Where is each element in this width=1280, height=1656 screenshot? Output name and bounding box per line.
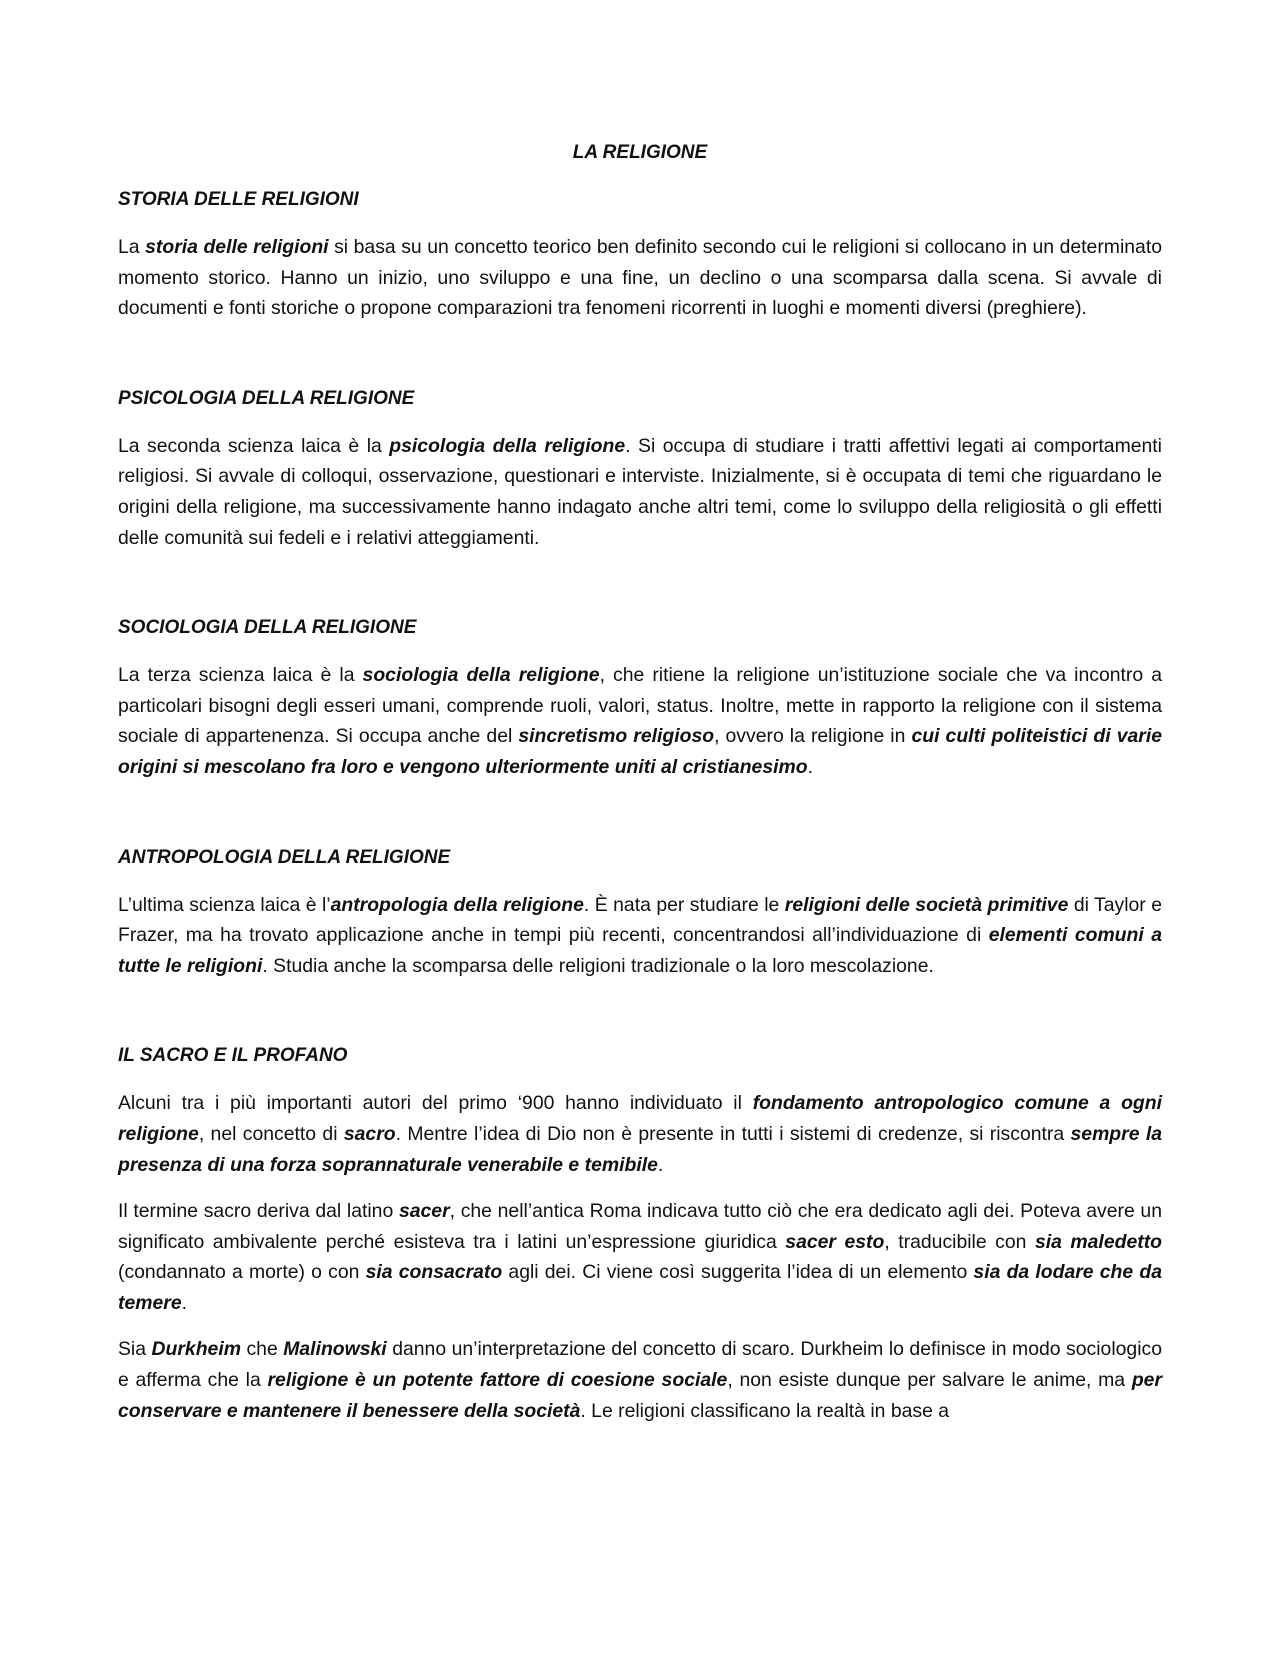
text-run: di Taylor e Frazer, ma ha trovato applicazione anche in tempi più recenti, concentrandosi all’individuazione di (118, 893, 1162, 947)
section (118, 615, 1162, 782)
section (118, 386, 1162, 553)
emphasized-text: fondamento antropologico comune a ogni religione (118, 1092, 1162, 1145)
emphasized-text: storia delle religioni (145, 236, 329, 258)
text-run: La (118, 236, 146, 258)
emphasized-text: sia consacrato (365, 1261, 503, 1284)
section-spacer (118, 569, 1162, 615)
text-run: (condannato a morte) o con (118, 1261, 366, 1284)
document-page (118, 140, 1162, 1442)
text-run: Sia (118, 1338, 152, 1361)
text-run: Alcuni tra i più importanti autori del primo ‘900 hanno individuato il (118, 1092, 753, 1115)
text-run: , che nell’antica Roma indicava tutto ciò che era dedicato agli dei. Poteva avere un significato ambivalente perché esisteva tra i latini un’espressione giuridica (118, 1200, 1162, 1253)
text-run: La terza scienza laica è la (118, 664, 363, 687)
text-run: Il termine sacro deriva dal latino (118, 1200, 399, 1223)
section-spacer (118, 340, 1162, 386)
text-run: . (181, 1291, 187, 1314)
paragraph (118, 890, 1162, 982)
emphasized-text: sociologia della religione (362, 664, 600, 687)
section-heading: SOCIOLOGIA DELLA RELIGIONE (118, 617, 417, 639)
section (118, 845, 1162, 982)
emphasized-text: per conservare e mantenere il benessere della società (118, 1369, 1163, 1422)
text-run: , non esiste dunque per salvare le anime, ma (727, 1369, 1132, 1392)
emphasized-text: sacer esto (785, 1230, 885, 1253)
text-run: . È nata per studiare le (583, 893, 785, 916)
emphasized-text: cui culti politeistici di varie origini si mescolano fra loro e vengono ulteriormente uniti al cristianesimo (118, 725, 1163, 778)
text-run: . Mentre l’idea di Dio non è presente in tutti i sistemi di credenze, si riscontra (395, 1122, 1071, 1145)
emphasized-text: sacro (343, 1122, 396, 1145)
emphasized-text: religione è un potente fattore di coesione sociale (267, 1369, 728, 1392)
emphasized-text: sia maledetto (1034, 1230, 1162, 1253)
text-run: si basa su un concetto teorico ben definito secondo cui le religioni si collocano in un determinato momento storico. Hanno un inizio, uno sviluppo e una fine, un declino o una scomparsa dalla scena. Si avvale di documenti e fonti storiche o propone comparazioni tra fenomeni ricorrenti in luoghi e momenti diversi (preghiere). (118, 236, 1162, 320)
text-run: . (807, 755, 813, 778)
document-body (118, 187, 1162, 1426)
text-run: . Si occupa di studiare i tratti affettivi legati ai comportamenti religiosi. Si avvale di colloqui, osservazione, questionari e interviste. Inizialmente, si è occupata di temi che riguardano le origini della religione, ma successivamente hanno indagato anche altri temi, come lo sviluppo della religiosità o gli effetti delle comunità sui fedeli e i relativi atteggiamenti. (118, 434, 1162, 549)
paragraph (118, 431, 1162, 553)
text-run: che (240, 1338, 284, 1361)
text-run: , traducibile con (884, 1230, 1035, 1253)
text-run: . Le religioni classificano la realtà in base a (580, 1399, 950, 1422)
emphasized-text: elementi comuni a tutte le religioni (118, 924, 1162, 977)
text-run: . Studia anche la scomparsa delle religioni tradizionale o la loro mescolazione. (262, 954, 934, 977)
paragraph (118, 1196, 1162, 1318)
text-run: . (657, 1153, 664, 1176)
section (118, 187, 1162, 324)
text-run: , nel concetto di (198, 1122, 344, 1145)
document-title: LA RELIGIONE (572, 142, 708, 163)
section-heading: ANTROPOLOGIA DELLA RELIGIONE (118, 846, 451, 868)
text-run: L’ultima scienza laica è l’ (118, 893, 331, 916)
section-spacer (118, 799, 1162, 845)
emphasized-text: sincretismo religioso (518, 725, 715, 748)
text-run: agli dei. Ci viene così suggerita l’idea di un elemento (502, 1261, 974, 1284)
emphasized-text: Durkheim (151, 1338, 241, 1361)
emphasized-text: sempre la presenza di una forza soprannaturale venerabile e temibile (118, 1122, 1162, 1176)
emphasized-text: antropologia della religione (330, 893, 584, 916)
paragraph (118, 1334, 1162, 1426)
emphasized-text: psicologia della religione (389, 434, 626, 457)
section-heading: PSICOLOGIA DELLA RELIGIONE (118, 387, 415, 409)
section-heading: IL SACRO E IL PROFANO (118, 1045, 348, 1067)
paragraph (118, 660, 1162, 782)
section (118, 1043, 1162, 1426)
emphasized-text: religioni delle società primitive (784, 893, 1069, 916)
text-run: , ovvero la religione in (714, 725, 912, 748)
paragraph (118, 232, 1162, 324)
paragraph (118, 1088, 1162, 1180)
text-run: danno un’interpretazione del concetto di scaro. Durkheim lo definisce in modo sociologico e afferma che la (118, 1338, 1162, 1392)
emphasized-text: sacer (398, 1200, 450, 1223)
emphasized-text: sia da lodare che da temere (118, 1261, 1162, 1314)
emphasized-text: Malinowski (283, 1338, 387, 1361)
section-heading: STORIA DELLE RELIGIONI (118, 189, 359, 210)
section-spacer (118, 997, 1162, 1043)
text-run: , che ritiene la religione un’istituzione sociale che va incontro a particolari bisogni degli esseri umani, comprende ruoli, valori, status. Inoltre, mette in rapporto la religione con il sistema sociale di appartenenza. Si occupa anche del (118, 664, 1162, 748)
text-run: La seconda scienza laica è la (118, 434, 390, 457)
